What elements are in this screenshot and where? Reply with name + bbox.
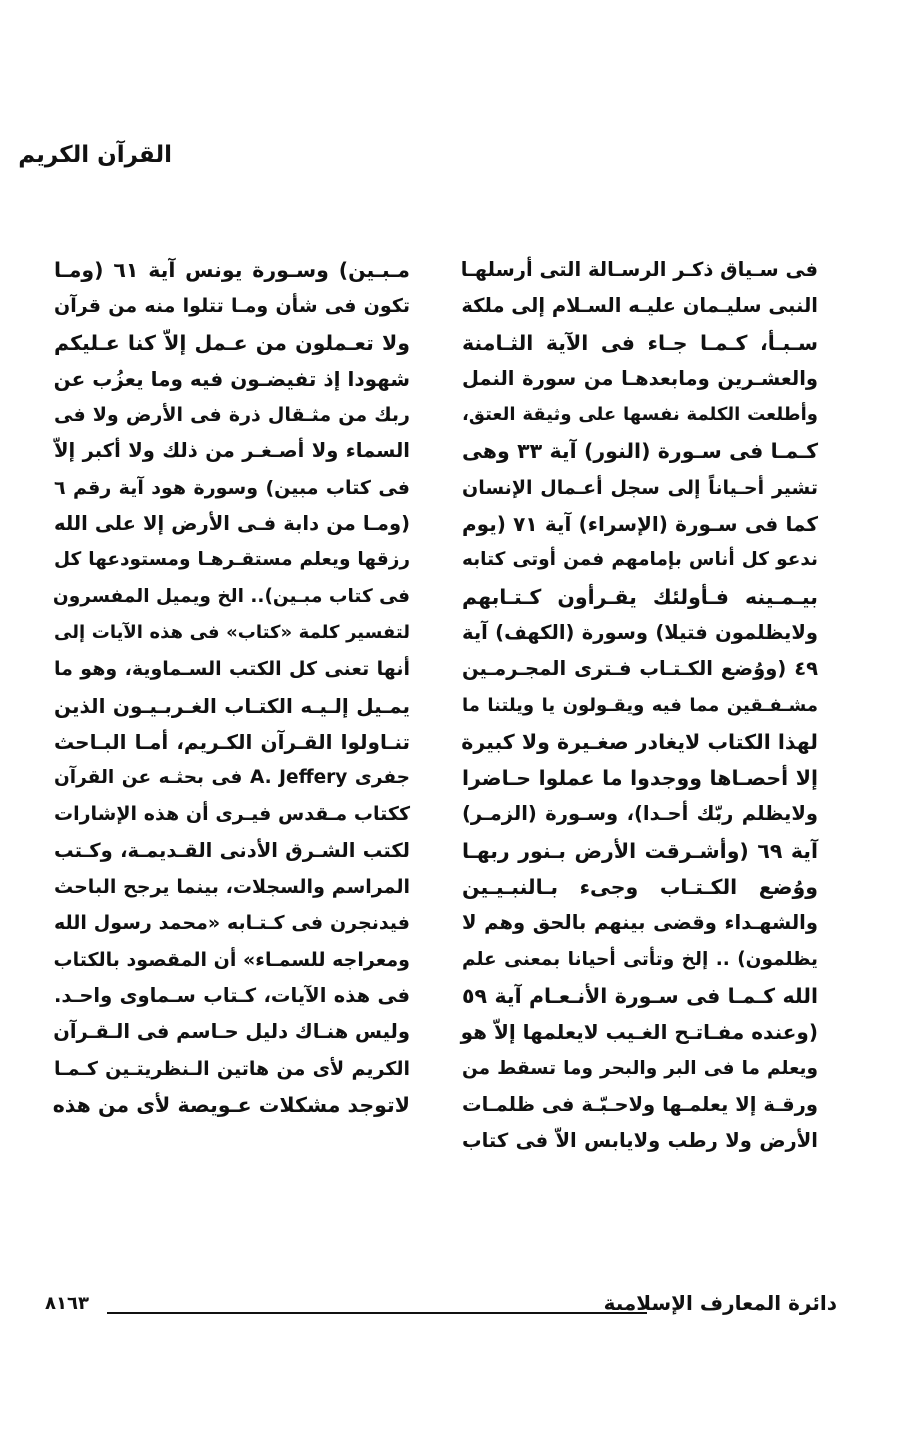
text-line: كما فى سـورة (الإسراء) آية ٧١ (يوم (462, 512, 819, 537)
text-line: رزقها ويعلم مستقـرهـا ومستودعها كل (54, 549, 410, 571)
text-line: شهودا إذ تفيضـون فيه وما يعزُب عن (53, 366, 410, 391)
text-line: ويعلم ما فى البر والبحر وما تسقط من (462, 1057, 818, 1079)
text-line: بيـمـينه فـأولئك يقـرأون كـتـابهم (462, 584, 818, 609)
text-line: ورقـة إلا يعلمـها ولاحـبّـة فى ظلمـات (462, 1092, 818, 1116)
text-line: ومعراجه للسمـاء» أن المقصود بالكتاب (53, 948, 410, 971)
text-line: وأطلعت الكلمة نفسها على وثيقة العتق، (462, 404, 818, 426)
text-line: لتفسير كلمة «كتاب» فى هذه الآيات إلى (54, 621, 410, 643)
text-line: فى سـياق ذكـر الرسـالة التى أرسلهـا (460, 258, 818, 281)
text-line: سـبـأ، كـمـا جـاء فى الآية الثـامنة (462, 330, 818, 355)
text-line: ولايظلمون فتيلا) وسورة (الكهف) آية (462, 620, 818, 644)
text-line: مشـفـقين مما فيه ويقـولون يا ويلتنا ما (462, 694, 818, 716)
page-footer (45, 1291, 837, 1323)
text-line: الله كـمـا فى سـورة الأنـعـام آية ٥٩ (462, 983, 818, 1008)
text-line: مـبـين) وسـورة يونس آية ٦١ (ومـا (54, 258, 410, 282)
text-column-right (462, 252, 818, 1159)
text-column-left (54, 252, 410, 1123)
text-line: فى كتاب مبين) وسورة هود آية رقم ٦ (54, 476, 410, 499)
text-line: والعشـرين ومابعدهـا من سورة النمل (462, 366, 818, 390)
text-line: تنـاولوا القـرآن الكـريم، أمـا البـاحث (54, 729, 410, 754)
text-line: ووُضع الكـتـاب وجىء بـالنبـيـين (462, 875, 818, 900)
text-line: وليس هنـاك دليل حـاسم فى الـقـرآن (53, 1020, 410, 1044)
page-number: ٨١٦٣ (45, 1293, 89, 1314)
text-line: إلا أحصـاها ووجدوا ما عملوا حـاضرا (462, 766, 818, 791)
text-line: السماء ولا أصـغـر من ذلك ولا أكبر إلاّ (54, 439, 410, 463)
text-line: يظلمون) .. إلخ وتأتى أحيانا بمعنى علم (462, 948, 818, 970)
text-line: تشير أحـياناً إلى سجل أعـمال الإنسان (462, 476, 818, 499)
footer-rule (107, 1312, 647, 1314)
text-line: (وعنده مفـاتـح الغـيب لايعلمها إلاّ هو (460, 1020, 818, 1045)
text-line: ربك من مثـقال ذرة فى الأرض ولا فى (54, 404, 410, 427)
text-line: ٤٩ (ووُضع الكـتـاب فـترى المجـرمـين (462, 657, 818, 681)
text-line: فيدنجرن فى كـتـابه «محمد رسول الله (54, 912, 410, 935)
text-line: الأرض ولا رطب ولايابس الاّ فى كتاب (462, 1129, 818, 1153)
text-line: ولايظلم ربّك أحـدا)، وسـورة (الزمـر) (462, 802, 818, 826)
text-line: جفرى A. Jeffery فى بحثـه عن القرآن (54, 767, 410, 789)
text-line: كـمـا فى سـورة (النور) آية ٣٣ وهى (462, 439, 818, 464)
text-line: الكريم لأى من هاتين الـنظريتـين كـمـا (54, 1057, 410, 1080)
text-line: النبى سليـمان عليـه السـلام إلى ملكة (461, 294, 818, 318)
text-line: والشهـداء وقضى بينهم بالحق وهم لا (462, 911, 818, 935)
text-line: المراسم والسجلات، بينما يرجح الباحث (54, 876, 410, 899)
text-line: آية ٦٩ (وأشـرقت الأرض بـنور ربهـا (462, 838, 818, 863)
text-line: ككتاب مـقدس فيـرى أن هذه الإشارات (54, 803, 410, 826)
text-line: لكتب الشـرق الأدنى القـديمـة، وكـتب (54, 838, 410, 862)
text-line: فى كتاب مبـين).. الخ ويميل المفسرون (52, 585, 410, 607)
text-line: لهذا الكتاب لايغادر صغـيرة ولا كبيرة (461, 729, 818, 754)
text-line: لاتوجد مشكلات عـويصة لأى من هذه (52, 1092, 410, 1117)
text-line: أنها تعنى كل الكتب السـماوية، وهو ما (54, 658, 410, 681)
text-line: ولا تعـملون من عـمل إلاّ كنا عـليكم (54, 330, 410, 355)
text-line: تكون فى شأن ومـا تتلوا منه من قرآن (54, 295, 410, 318)
text-line: يمـيل إلـيـه الكتـاب الغـربـيـون الذين (54, 693, 410, 718)
page-title: القرآن الكريم (18, 142, 172, 168)
text-line: ندعو كل أناس بإمامهم فمن أوتى كتابه (462, 549, 818, 571)
footer-title: دائرة المعارف الإسلامية (603, 1291, 837, 1315)
text-line: (ومـا من دابة فـى الأرض إلا على الله (54, 512, 410, 536)
text-line: فى هذه الآيات، كـتاب سـماوى واحـد. (54, 983, 410, 1007)
